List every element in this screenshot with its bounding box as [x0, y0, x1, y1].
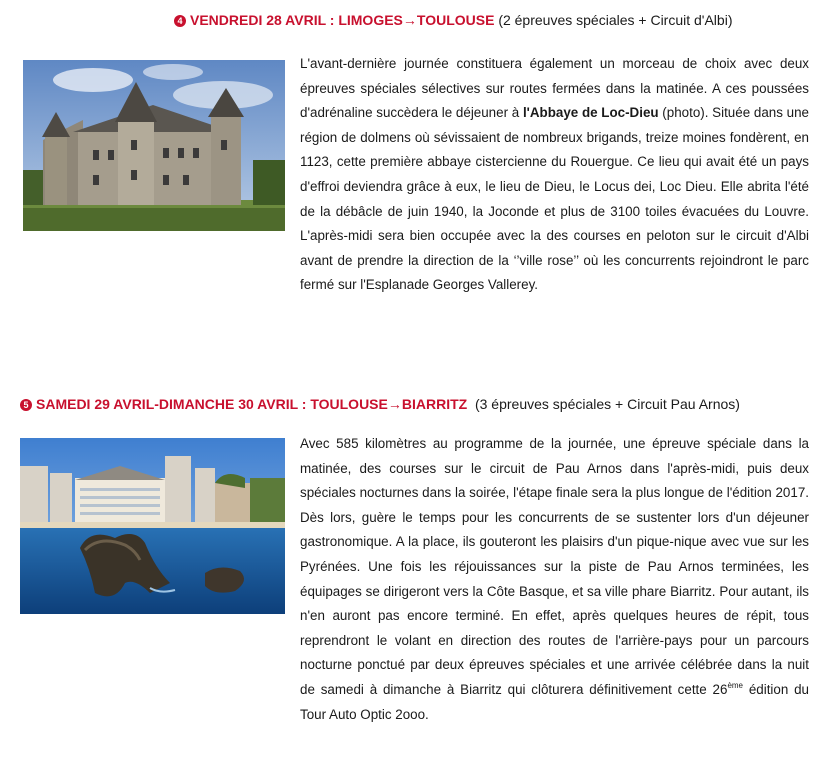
section-1-paragraph: L'avant-dernière journée constituera également un morceau de choix avec deux épreuves spéciales sélectives sur routes fermées dans la matinée. A ces poussées d'adrénaline succèdera le déjeuner à l'Abbaye de Loc-Dieu (photo). Située dans une région de dolmens où sévissaient de nombreux brigands, treize moines fondèrent, en 1123, cette première abbaye cistercienne du Rouergue. Ce lieu qui avait été un pays d'effroi deviendra grâce à eux, le lieu de Dieu, le Locus dei, Loc Dieu. Elle abrita l'été de la débâcle de juin 1940, la Joconde et plus de 3100 toiles évacuées du Louvre. L'après-midi sera bien occupée avec la des courses en peloton sur le circuit d'Albi avant de prendre la direction de la ‘’ville rose’’ où les concurrents rejoindront le parc fermé sur l'Esplanade Georges Vallerey.: [300, 56, 809, 293]
section-2-paragraph: Avec 585 kilomètres au programme de la journée, une épreuve spéciale dans la matinée, des courses sur le circuit de Pau Arnos dans l'après-midi, puis deux spéciales nocturnes dans la soirée, l'étape finale sera la plus longue de l'édition 2017. Dès lors, guère le temps pour les concurrents de se sustenter lors d'un déjeuner gastronomique. A la place, ils gouteront les plaisirs d'un pique-nique avec vue sur les Pyrénées. Une fois les réjouissances sur la piste de Pau Arnos terminées, les équipages se dirigeront vers la Côte Basque, et sa ville phare Biarritz. Pour autant, ils n'en auront pas encore terminé. En effet, après quelques heures de répit, tous reprendront le volant en direction des routes de l'arrière-pays pour un parcours nocturne ponctué par deux épreuves spéciales et une arrivée célébrée dans la nuit de samedi à dimanche à Biarritz qui clôturera définitivement cette 26ème édition du Tour Auto Optic 2ooo.: [300, 436, 810, 722]
abbey-photo: [23, 60, 285, 231]
abbey-name: l'Abbaye de Loc-Dieu: [522, 105, 659, 121]
section-title: VENDREDI 28 AVRIL : LIMOGES: [190, 12, 403, 28]
arrow-right-icon: →: [402, 12, 417, 28]
section-title: SAMEDI 29 AVRIL-DIMANCHE 30 AVRIL : TOULOUSE: [36, 396, 388, 412]
section-number-badge: 4: [174, 15, 186, 27]
section-1-heading: [174, 11, 732, 29]
section-number-badge: 5: [20, 399, 32, 411]
section-subtitle: (3 épreuves spéciales + Circuit Pau Arnos): [474, 396, 740, 412]
section-2-heading: [20, 395, 740, 413]
section-subtitle: (2 épreuves spéciales + Circuit d'Albi): [498, 12, 733, 28]
arrow-right-icon: →: [387, 396, 402, 412]
section-destination: BIARRITZ: [401, 396, 468, 412]
section-destination: TOULOUSE: [416, 12, 495, 28]
superscript-ordinal: ème: [727, 680, 743, 690]
biarritz-photo: [20, 438, 285, 614]
